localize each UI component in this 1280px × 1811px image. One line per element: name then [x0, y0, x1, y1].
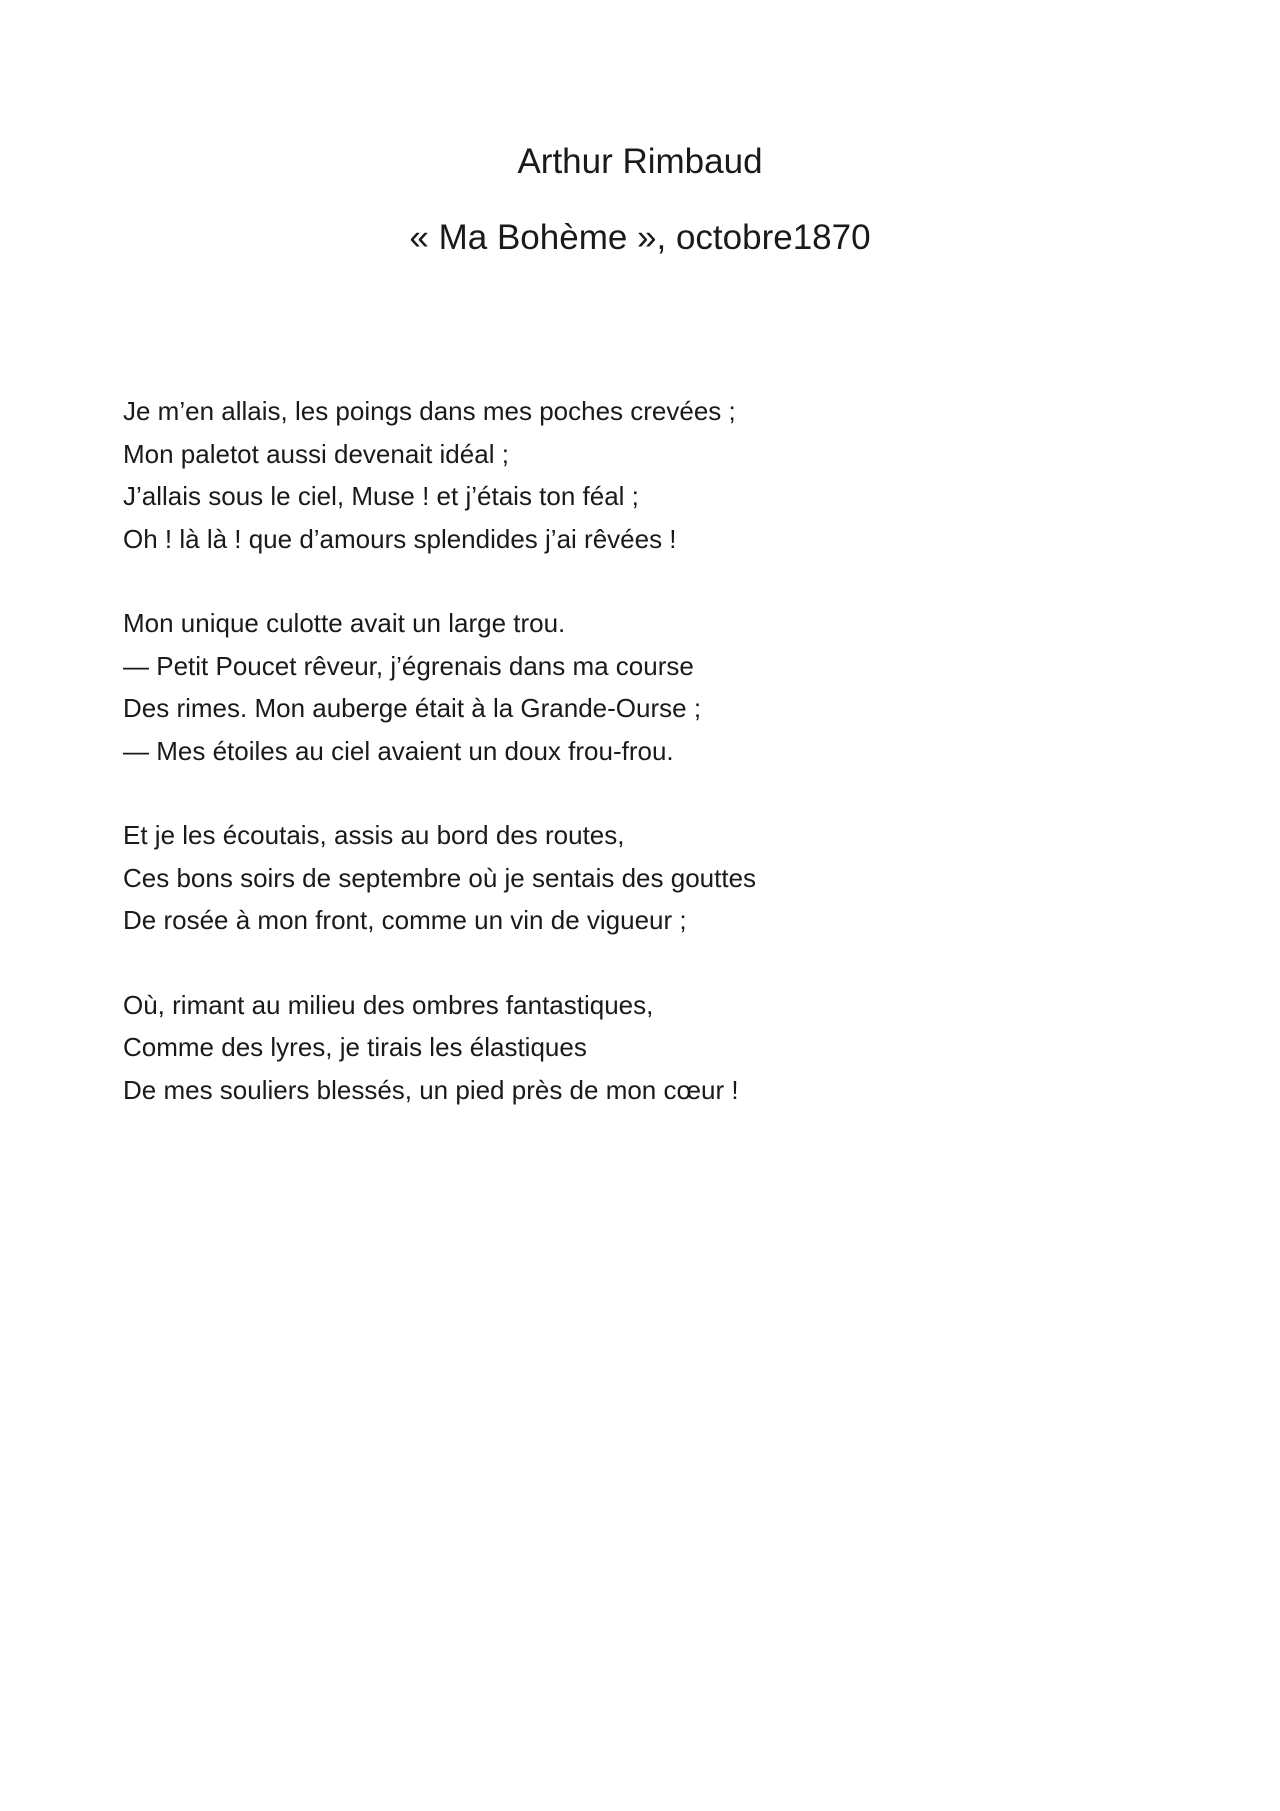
poem-line: — Mes étoiles au ciel avaient un doux frou-frou. — [123, 735, 674, 766]
poem-line: Je m’en allais, les poings dans mes poches crevées ; — [123, 396, 736, 426]
stanza-3 — [123, 814, 1183, 942]
poem-line: — Petit Poucet rêveur, j’égrenais dans ma course — [123, 650, 694, 681]
poem-line: Ces bons soirs de septembre où je sentais des gouttes — [123, 862, 757, 893]
stanza-2 — [123, 602, 1183, 772]
poem-body — [123, 390, 1183, 1153]
poem-line: Des rimes. Mon auberge était à la Grande-Ourse ; — [123, 693, 702, 723]
stanza-4 — [123, 984, 1183, 1112]
poem-line: De mes souliers blessés, un pied près de mon cœur ! — [123, 1074, 739, 1105]
stanza-1 — [123, 390, 1183, 560]
poem-line: Et je les écoutais, assis au bord des routes, — [123, 820, 625, 850]
author-heading: Arthur Rimbaud — [517, 142, 763, 181]
poem-line: J’allais sous le ciel, Muse ! et j’étais ton féal ; — [123, 481, 639, 511]
poem-line: Comme des lyres, je tirais les élastiques — [123, 1032, 587, 1062]
poem-line: Mon paletot aussi devenait idéal ; — [123, 438, 509, 469]
poem-line: De rosée à mon front, comme un vin de vigueur ; — [123, 905, 687, 935]
poem-title: « Ma Bohème », octobre1870 — [409, 218, 871, 257]
poem-line: Où, rimant au milieu des ombres fantastiques, — [123, 989, 654, 1020]
poem-line: Oh ! là là ! que d’amours splendides j’ai rêvées ! — [123, 523, 677, 554]
poem-line: Mon unique culotte avait un large trou. — [123, 608, 566, 638]
